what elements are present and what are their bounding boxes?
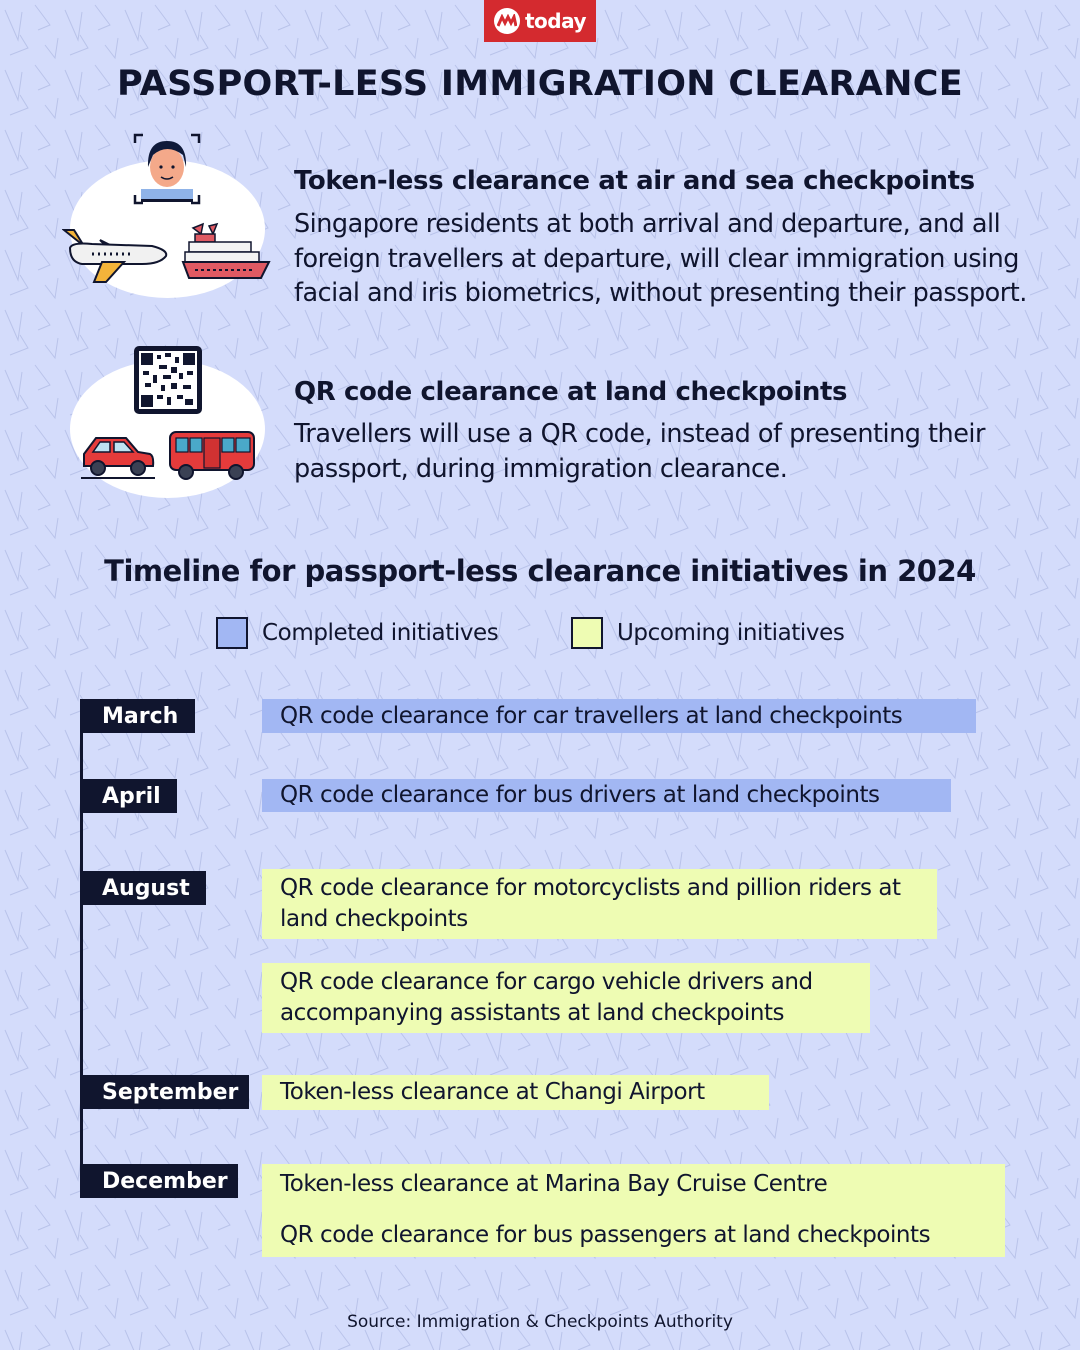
timeline-item: Token-less clearance at Marina Bay Cruise Centre bbox=[280, 1171, 828, 1197]
car-icon bbox=[80, 432, 156, 480]
source-credit: Source: Immigration & Checkpoints Authority bbox=[347, 1312, 733, 1332]
airplane-icon bbox=[62, 226, 170, 284]
brand-mark-icon bbox=[494, 8, 520, 34]
timeline-item: QR code clearance for car travellers at land checkpoints bbox=[262, 699, 976, 733]
section-heading-qr-code: QR code clearance at land checkpoints bbox=[294, 377, 848, 407]
legend-swatch-upcoming bbox=[571, 617, 603, 649]
section-body-qr-code: Travellers will use a QR code, instead of presenting their passport, during immigration clearance. bbox=[294, 419, 985, 484]
brand-name: today bbox=[524, 9, 587, 33]
section-body-token-less: Singapore residents at both arrival and departure, and all foreign travellers at departure, will clear immigration using facial and iris biometrics, without presenting their passport. bbox=[294, 209, 1027, 308]
timeline-axis bbox=[80, 700, 83, 1198]
timeline-item: Token-less clearance at Changi Airport bbox=[262, 1075, 769, 1110]
timeline-item: QR code clearance for bus passengers at land checkpoints bbox=[280, 1222, 931, 1248]
legend-label-upcoming: Upcoming initiatives bbox=[617, 620, 845, 646]
legend-label-completed: Completed initiatives bbox=[262, 620, 499, 646]
timeline-item: QR code clearance for cargo vehicle drivers and accompanying assistants at land checkpoints bbox=[262, 963, 870, 1033]
page-title: PASSPORT-LESS IMMIGRATION CLEARANCE bbox=[117, 64, 963, 104]
face-scan-icon bbox=[133, 133, 201, 205]
timeline-title: Timeline for passport-less clearance initiatives in 2024 bbox=[104, 554, 976, 588]
timeline-item-group bbox=[262, 1164, 1005, 1257]
month-label-december: December bbox=[80, 1164, 238, 1198]
qr-code-icon bbox=[133, 345, 203, 415]
timeline-item: QR code clearance for bus drivers at land checkpoints bbox=[262, 779, 951, 812]
cruise-ship-icon bbox=[181, 220, 273, 282]
legend-completed bbox=[216, 617, 498, 649]
legend-swatch-completed bbox=[216, 617, 248, 649]
timeline-item: QR code clearance for motorcyclists and pillion riders at land checkpoints bbox=[262, 869, 937, 939]
brand-logo bbox=[484, 0, 596, 42]
month-label-september: September bbox=[80, 1075, 249, 1109]
month-label-march: March bbox=[80, 699, 195, 733]
legend-upcoming bbox=[571, 617, 844, 649]
month-label-april: April bbox=[80, 779, 177, 813]
section-heading-token-less: Token-less clearance at air and sea checkpoints bbox=[294, 166, 975, 196]
bus-icon bbox=[168, 430, 256, 482]
month-label-august: August bbox=[80, 871, 206, 905]
